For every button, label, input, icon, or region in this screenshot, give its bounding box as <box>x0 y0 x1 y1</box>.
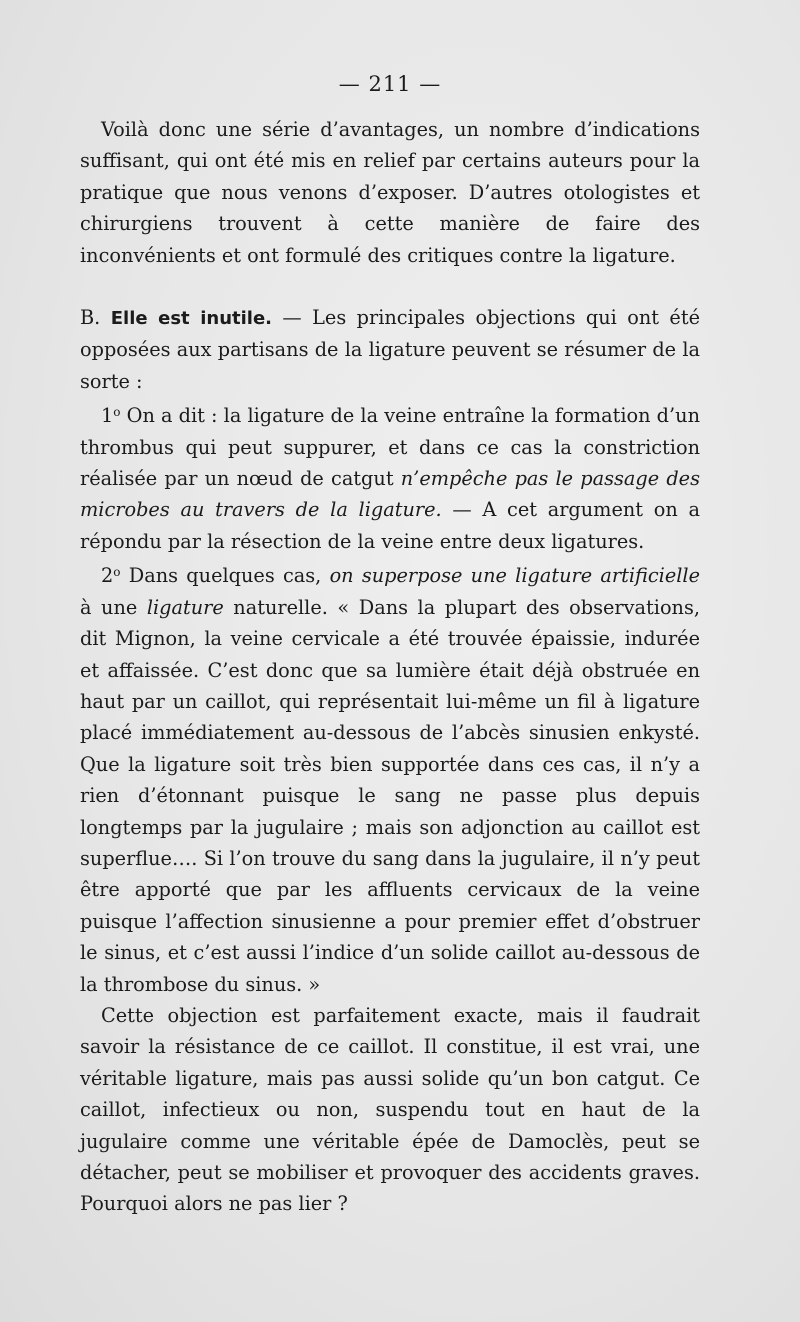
section-label: B. <box>80 306 101 330</box>
point-2-text-c: naturelle. « Dans la plupart des observations, dit Mignon, la veine cervicale a été trouvée épaissie, indurée et affaissée. C’est donc que sa lumière était déjà obstruée en haut par un caillot, qui représentait lui-même un fil à ligature placé immédiatement au-dessous de l’abcès sinusien enkysté. Que la ligature soit très bien supportée dans ces cas, il n’y a rien d’étonnant puisque le sang ne passe plus depuis longtemps par la jugulaire ; mais son adjonction au caillot est superflue…. Si l’on trouve du sang dans la jugulaire, il n’y peut être apporté que par les affluents cervicaux de la veine puisque l’affection sinusienne a pour premier effet d’obstruer le sinus, et c’est aussi l’indice d’un solide caillot au-dessous de la thrombose du sinus. » <box>80 595 701 996</box>
section-b-text: — Les principales objections qui ont été opposées aux partisans de la ligature peuvent se résumer de la sorte : <box>80 306 700 393</box>
point-2-text-a: Dans quelques cas, <box>120 564 330 588</box>
point-1-number: 1 <box>101 404 114 428</box>
point-1-italic: n’empêche pas le passage des microbes au travers de la ligature. <box>80 467 700 522</box>
body-text <box>80 114 700 1220</box>
point-1-text-b: — A cet argument on a répondu par la résection de la veine entre deux ligatures. <box>80 498 700 553</box>
section-heading: Elle est inutile. <box>110 308 273 330</box>
point-2-ordinal: o <box>113 565 121 580</box>
point-2-italic-a: on superpose une ligature artificielle <box>329 564 700 588</box>
paragraph-section-b <box>80 302 700 397</box>
paragraph-point-1 <box>80 397 700 557</box>
point-2-italic-b: ligature <box>146 595 224 619</box>
point-2-number: 2 <box>101 564 114 588</box>
paragraph-point-2 <box>80 557 700 1000</box>
paragraph-conclusion: Cette objection est parfaitement exacte, mais il faudrait savoir la résistance de ce caillot. Il constitue, il est vrai, une véritable ligature, mais pas aussi solide qu’un bon catgut. Ce caillot, infectieux ou non, suspendu tout en haut de la jugulaire comme une véritable épée de Damoclès, peut se détacher, peut se mobiliser et provoquer des accidents graves. Pourquoi alors ne pas lier ? <box>80 1003 700 1216</box>
page-number: — 211 — <box>338 72 442 96</box>
point-1-ordinal: o <box>113 405 121 420</box>
paragraph-intro: Voilà donc une série d’avantages, un nombre d’indications suffisant, qui ont été mis en relief par certains auteurs pour la pratique que nous venons d’exposer. D’autres otologistes et chirurgiens trouvent à cette manière de faire des inconvénients et ont formulé des critiques contre la ligature. <box>80 118 700 267</box>
point-2-text-b: à une <box>80 595 147 619</box>
document-page <box>80 0 700 1322</box>
point-1-text-a: On a dit : la ligature de la veine entraîne la formation d’un thrombus qui peut suppurer, et dans ce cas la constriction réalisée par un nœud de catgut <box>80 404 700 491</box>
